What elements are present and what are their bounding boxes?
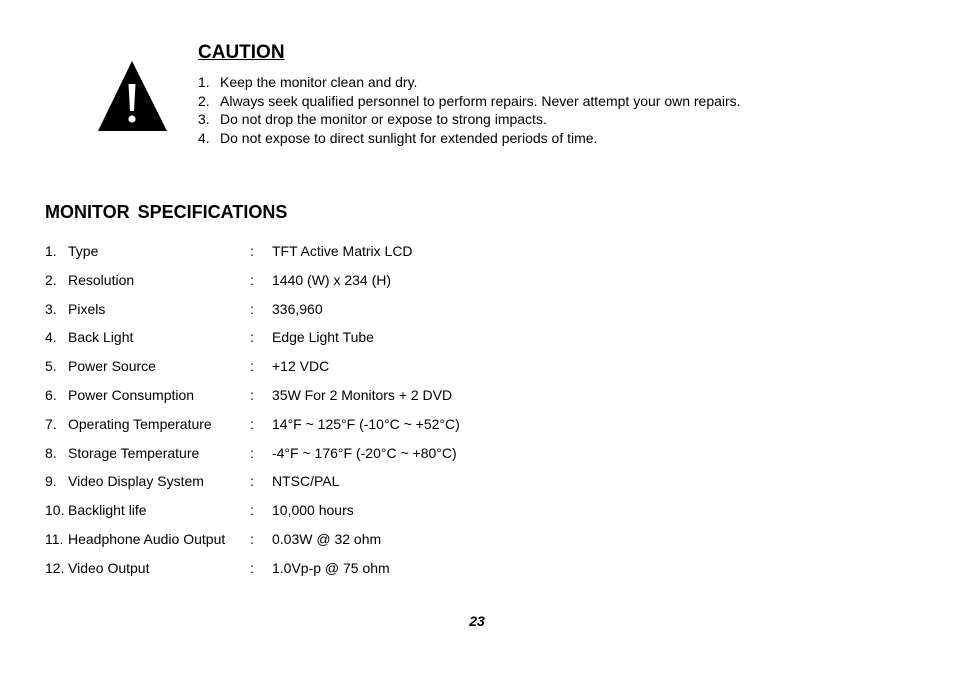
spec-number: 8. (45, 444, 57, 461)
spec-number: 2. (45, 271, 57, 288)
spec-number: 1. (45, 243, 57, 259)
spec-row (45, 269, 645, 298)
spec-value: NTSC/PAL (272, 473, 340, 490)
spec-number: 9. (45, 473, 57, 490)
caution-item-text: Keep the monitor clean and dry. (220, 74, 418, 90)
spec-label: Power Consumption (68, 386, 195, 403)
spec-separator: : (250, 271, 254, 288)
spec-label: Back Light (68, 329, 134, 346)
spec-label: Storage Temperature (68, 444, 200, 461)
spec-separator: : (250, 444, 254, 461)
spec-number: 7. (45, 415, 57, 432)
specifications-title: MONITOR SPECIFICATIONS (45, 202, 288, 222)
spec-value: 10,000 hours (272, 502, 354, 519)
spec-number: 3. (45, 300, 57, 317)
spec-label: Resolution (68, 271, 135, 288)
spec-number: 10. (45, 502, 65, 519)
spec-label: Power Source (68, 358, 156, 375)
spec-value: +12 VDC (272, 358, 330, 375)
caution-item (198, 129, 741, 148)
caution-item (198, 92, 741, 111)
spec-value: 0.03W @ 32 ohm (272, 530, 382, 547)
spec-row (45, 413, 645, 442)
caution-item-number: 1. (198, 74, 210, 90)
page-number: 23 (469, 613, 485, 629)
spec-row (45, 384, 645, 413)
spec-value: Edge Light Tube (272, 329, 374, 346)
spec-value: 1440 (W) x 234 (H) (272, 271, 392, 288)
specifications-list (45, 240, 645, 586)
spec-row (45, 355, 645, 384)
warning-triangle-icon (97, 60, 169, 132)
spec-separator: : (250, 386, 254, 403)
spec-row (45, 470, 645, 499)
spec-label: Headphone Audio Output (68, 530, 226, 547)
spec-number: 4. (45, 329, 57, 346)
spec-separator: : (250, 559, 254, 576)
spec-label: Type (68, 243, 99, 259)
caution-item-text: Always seek qualified personnel to perform repairs. Never attempt your own repairs. (220, 92, 741, 109)
spec-separator: : (250, 473, 254, 490)
spec-separator: : (250, 329, 254, 346)
spec-separator: : (250, 358, 254, 375)
spec-row (45, 240, 645, 269)
spec-value: 35W For 2 Monitors + 2 DVD (272, 386, 453, 403)
spec-number: 12. (45, 559, 65, 576)
spec-label: Video Output (68, 559, 150, 576)
spec-row (45, 326, 645, 355)
spec-value: TFT Active Matrix LCD (272, 243, 413, 259)
caution-title: CAUTION (198, 42, 285, 63)
caution-list (198, 73, 741, 147)
caution-item-text: Do not expose to direct sunlight for extended periods of time. (220, 129, 598, 146)
spec-label: Video Display System (68, 473, 204, 490)
spec-row (45, 528, 645, 557)
spec-value: 14°F ~ 125°F (-10°C ~ +52°C) (272, 415, 460, 432)
spec-row (45, 499, 645, 528)
caution-item (198, 110, 741, 129)
spec-label: Backlight life (68, 502, 147, 519)
caution-item-number: 2. (198, 92, 210, 109)
spec-number: 5. (45, 358, 57, 375)
spec-value: -4°F ~ 176°F (-20°C ~ +80°C) (272, 444, 457, 461)
caution-item-text: Do not drop the monitor or expose to strong impacts. (220, 111, 547, 127)
caution-item-number: 4. (198, 129, 210, 146)
spec-number: 11. (45, 530, 64, 547)
spec-number: 6. (45, 386, 57, 403)
spec-label: Operating Temperature (68, 415, 212, 432)
spec-separator: : (250, 530, 254, 547)
caution-item-number: 3. (198, 111, 210, 127)
spec-separator: : (250, 415, 254, 432)
spec-separator: : (250, 502, 254, 519)
spec-separator: : (250, 300, 254, 317)
caution-item (198, 73, 741, 92)
spec-row (45, 557, 645, 586)
spec-value: 336,960 (272, 300, 323, 317)
spec-row (45, 442, 645, 471)
spec-separator: : (250, 243, 254, 259)
spec-row (45, 298, 645, 327)
spec-label: Pixels (68, 300, 106, 317)
spec-value: 1.0Vp-p @ 75 ohm (272, 559, 390, 576)
